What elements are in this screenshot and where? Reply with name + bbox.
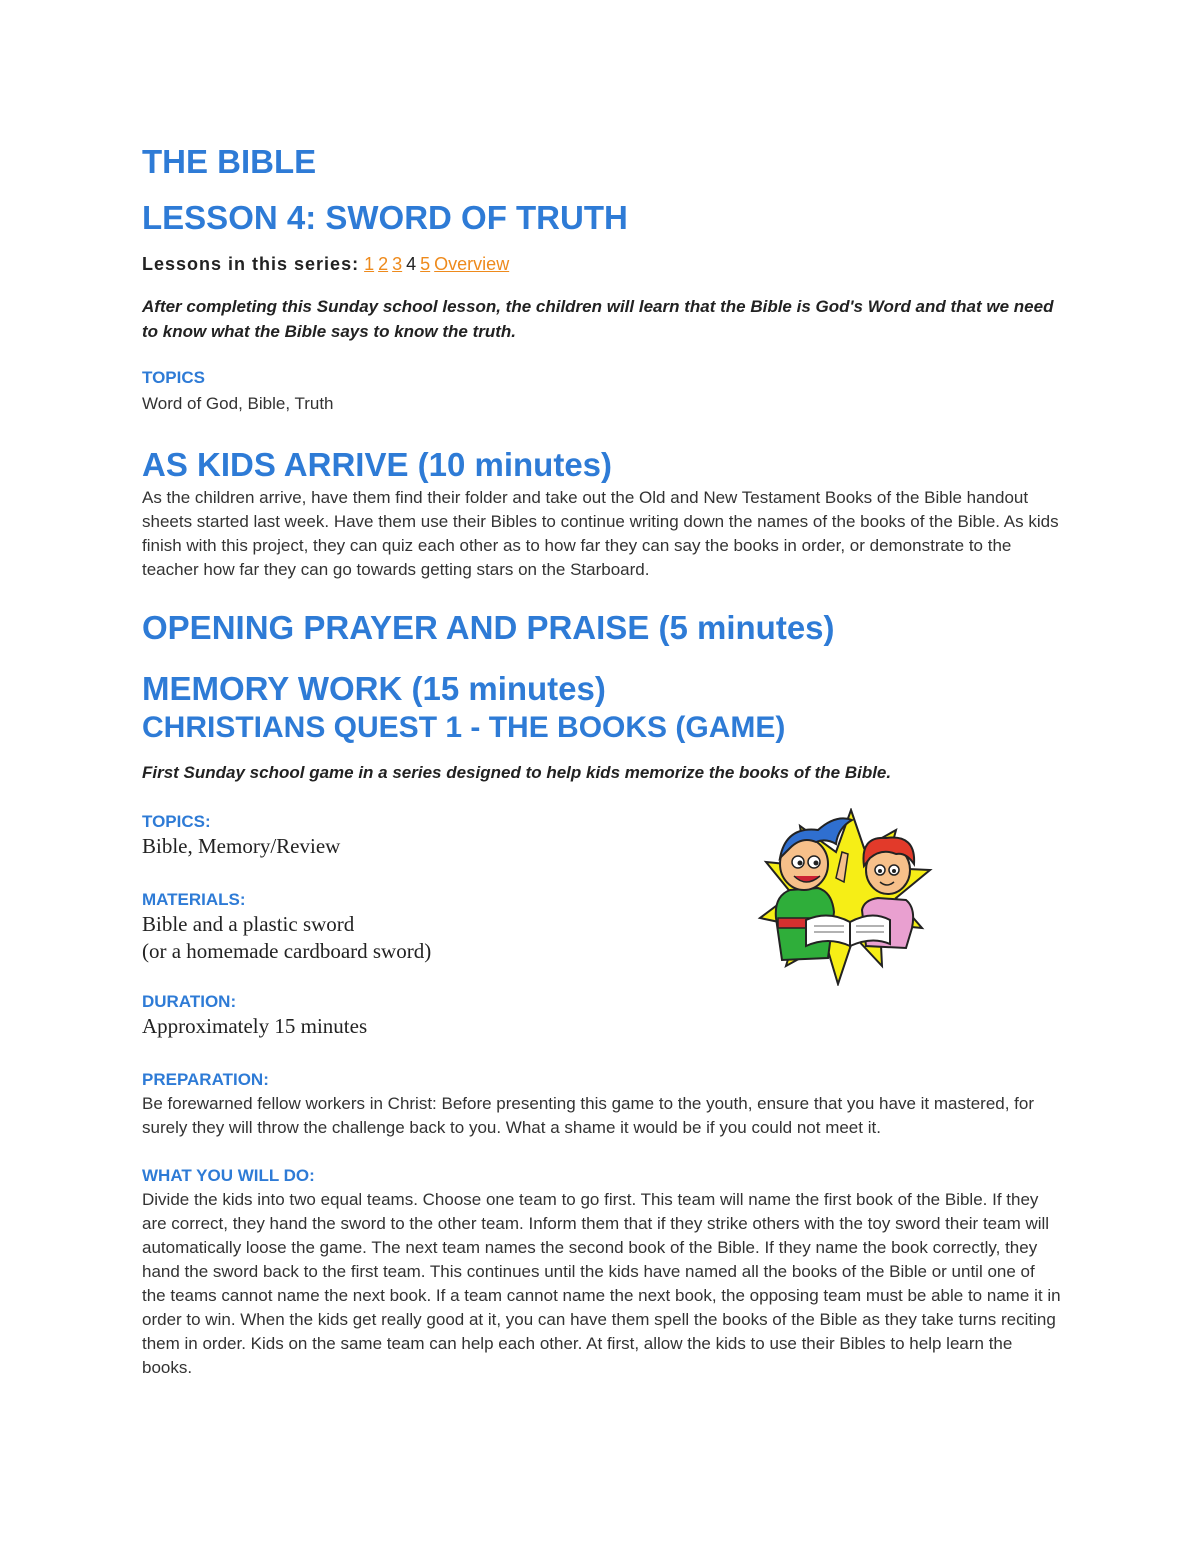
memory-heading: MEMORY WORK (15 minutes) (142, 670, 606, 707)
topics-value: Word of God, Bible, Truth (142, 394, 334, 413)
document-title: THE BIBLE (142, 143, 317, 180)
game-intro: First Sunday school game in a series designed to help kids memorize the books of the Bible. (142, 763, 892, 782)
series-link-3[interactable]: 3 (392, 254, 403, 274)
lesson-title: LESSON 4: SWORD OF TRUTH (142, 199, 628, 236)
series-link-1[interactable]: 1 (364, 254, 375, 274)
arrive-heading: AS KIDS ARRIVE (10 minutes) (142, 446, 613, 483)
series-nav (142, 254, 513, 275)
series-link-5[interactable]: 5 (420, 254, 431, 274)
arrive-text: As the children arrive, have them find their folder and take out the Old and New Testament Books of the Bible handout sheets started last week. Have them use their Bibles to continue writing down the names of the books of the Bible. As kids finish with this project, they can quiz each other as to how far they can say the books in order, or demonstrate to the teacher how far they can go towards getting stars on the Starboard. (142, 488, 1059, 579)
game-topics-heading: TOPICS: (142, 812, 211, 831)
series-label: Lessons in this series: (142, 254, 360, 274)
series-link-2[interactable]: 2 (378, 254, 389, 274)
game-heading: CHRISTIANS QUEST 1 - THE BOOKS (GAME) (142, 711, 786, 744)
kids-reading-bible-illustration (756, 808, 934, 986)
what-text: Divide the kids into two equal teams. Choose one team to go first. This team will name the first book of the Bible. If they are correct, they hand the sword to the other team. Inform them that if they strike others with the toy sword their team will automatically loose the game. The next team names the second book of the Bible. If they name the book correctly, they hand the sword back to the first team. This continues until the kids have named all the books of the Bible or until one of the teams cannot name the next book. If a team cannot name the next book, the opposing team must be able to name it in order to win. When the kids get really good at it, you can have them spell the books of the Bible as they take turns reciting them in order. Kids on the same team can help each other. At first, allow the kids to use their Bibles to help learn the books. (142, 1190, 1061, 1377)
preparation-heading: PREPARATION: (142, 1070, 269, 1089)
materials-line-1: Bible and a plastic sword (142, 912, 355, 936)
preparation-text: Be forewarned fellow workers in Christ: Before presenting this game to the youth, ensure that you have it mastered, for surely they will throw the challenge back to you. What a shame it would be if you could not meet it. (142, 1094, 1035, 1137)
materials-line-2: (or a homemade cardboard sword) (142, 939, 432, 963)
series-link-overview[interactable]: Overview (434, 254, 510, 274)
what-heading: WHAT YOU WILL DO: (142, 1166, 315, 1185)
game-topics-value: Bible, Memory/Review (142, 834, 341, 858)
topics-heading: TOPICS (142, 368, 205, 387)
materials-heading: MATERIALS: (142, 890, 246, 909)
opening-heading: OPENING PRAYER AND PRAISE (5 minutes) (142, 609, 835, 646)
lesson-intro: After completing this Sunday school lesson, the children will learn that the Bible is God's Word and that we need to know what the Bible says to know the truth. (142, 297, 1054, 341)
duration-value: Approximately 15 minutes (142, 1014, 368, 1038)
open-book (806, 915, 890, 946)
duration-heading: DURATION: (142, 992, 237, 1011)
series-current: 4 (406, 254, 417, 274)
